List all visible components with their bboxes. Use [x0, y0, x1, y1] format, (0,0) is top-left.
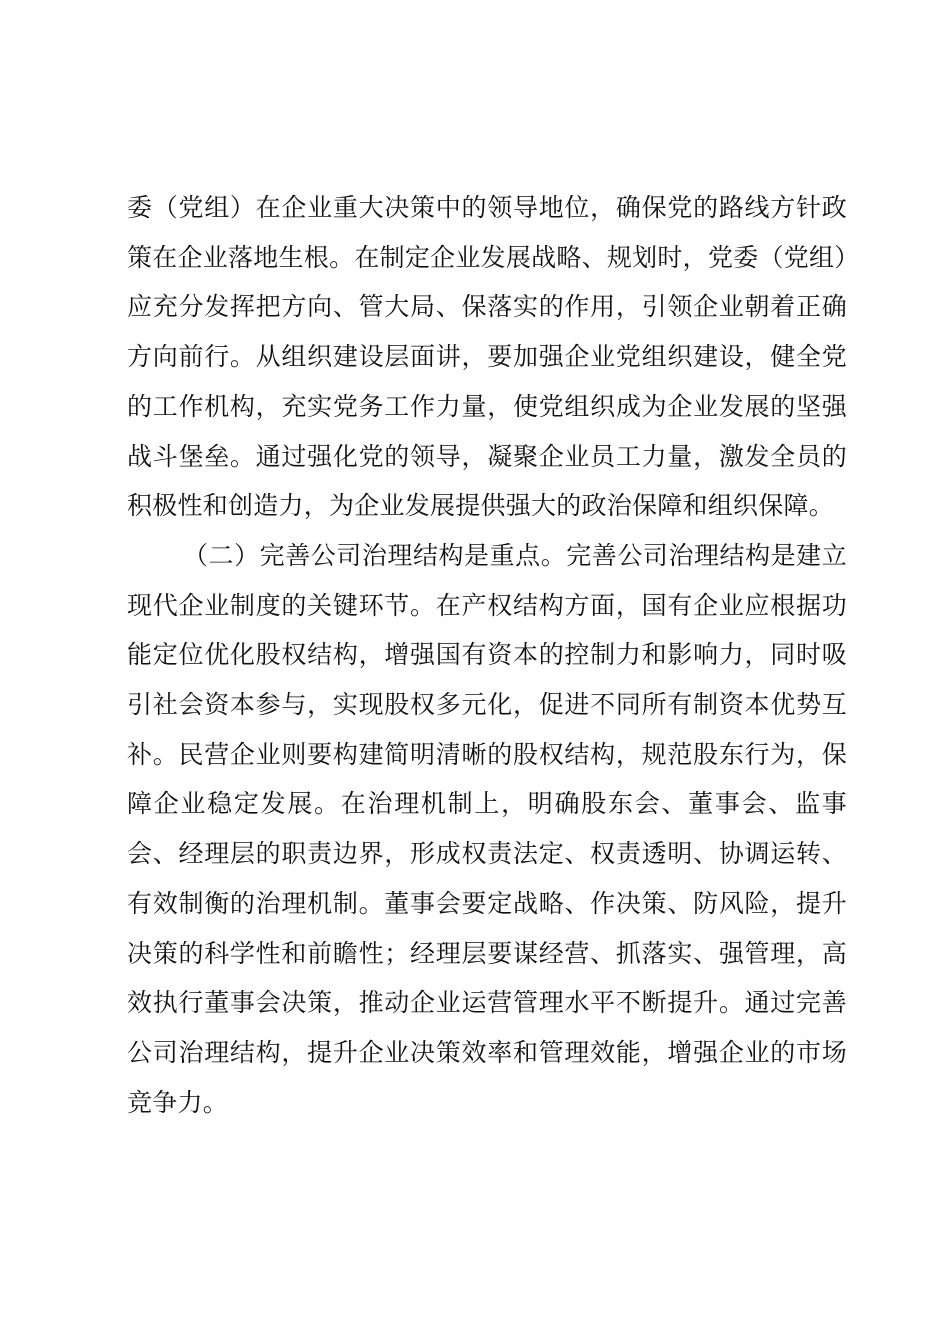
paragraph-corporate-governance: （二）完善公司治理结构是重点。完善公司治理结构是建立现代企业制度的关键环节。在产权结构方面，国有企业应根据功能定位优化股权结构，增强国有资本的控制力和影响力，同时吸引社会资本参与，实现股权多元化，促进不同所有制资本优势互补。民营企业则要构建简明清晰的股权结构，规范股东行为，保障企业稳定发展。在治理机制上，明确股东会、董事会、监事会、经理层的职责边界，形成权责法定、权责透明、协调运转、有效制衡的治理机制。董事会要定战略、作决策、防风险，提升决策的科学性和前瞻性；经理层要谋经营、抓落实、强管理，高效执行董事会决策，推动企业运营管理水平不断提升。通过完善公司治理结构，提升企业决策效率和管理效能，增强企业的市场竞争力。	[127, 540, 847, 1117]
paragraph-party-leadership: 委（党组）在企业重大决策中的领导地位，确保党的路线方针政策在企业落地生根。在制定企业发展战略、规划时，党委（党组）应充分发挥把方向、管大局、保落实的作用，引领企业朝着正确方向前行。从组织建设层面讲，要加强企业党组织建设，健全党的工作机构，充实党务工作力量，使党组织成为企业发展的坚强战斗堡垒。通过强化党的领导，凝聚企业员工力量，激发全员的积极性和创造力，为企业发展提供强大的政治保障和组织保障。	[127, 193, 847, 521]
document-body	[127, 183, 847, 1127]
